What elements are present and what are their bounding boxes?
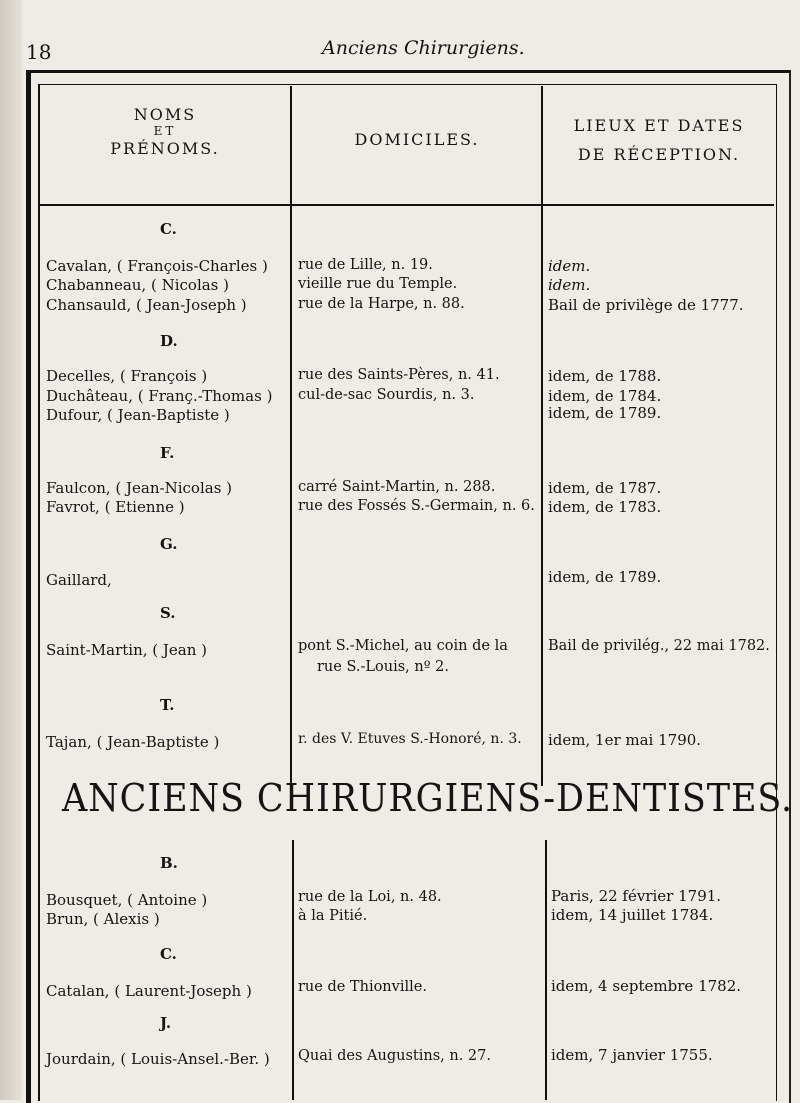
entry-date: idem, de 1789. xyxy=(548,404,662,422)
entry-name: Faulcon, ( Jean-Nicolas ) xyxy=(46,479,233,497)
column-divider-1 xyxy=(290,86,292,786)
entry-domicile-continued: rue S.-Louis, nº 2. xyxy=(317,659,449,675)
entry-domicile: vieille rue du Temple. xyxy=(298,276,458,292)
column-divider-1b xyxy=(292,840,294,1100)
entry-name: Tajan, ( Jean-Baptiste ) xyxy=(46,733,220,751)
entry-domicile: cul-de-sac Sourdis, n. 3. xyxy=(298,387,475,403)
entry-name: Dufour, ( Jean-Baptiste ) xyxy=(46,406,230,424)
group-letter-j: J. xyxy=(160,1014,172,1032)
group-letter-s: S. xyxy=(160,604,176,622)
group-letter-b: B. xyxy=(160,854,178,872)
header-names-line3: PRÉNOMS. xyxy=(110,138,220,158)
entry-domicile: carré Saint-Martin, n. 288. xyxy=(298,479,496,495)
running-head: Anciens Chirurgiens. xyxy=(322,37,525,59)
entry-date: idem, 4 septembre 1782. xyxy=(551,977,742,995)
entry-domicile: rue des Fossés S.-Germain, n. 6. xyxy=(298,498,535,514)
header-rule xyxy=(40,204,774,206)
column-divider-2 xyxy=(541,86,543,786)
entry-date: idem, 1er mai 1790. xyxy=(548,731,702,749)
entry-name: Chansauld, ( Jean-Joseph ) xyxy=(46,296,247,314)
table-frame-inner xyxy=(38,84,794,1101)
entry-domicile: à la Pitié. xyxy=(298,908,368,924)
column-divider-2b xyxy=(545,840,547,1100)
group-letter-c2: C. xyxy=(160,945,177,963)
header-names-line1: NOMS xyxy=(133,105,197,124)
entry-domicile: pont S.-Michel, au coin de la xyxy=(298,638,508,654)
entry-date: idem, 14 juillet 1784. xyxy=(551,906,714,924)
entry-domicile: rue de la Loi, n. 48. xyxy=(298,889,442,905)
entry-name: Bousquet, ( Antoine ) xyxy=(46,891,208,909)
page-edge-shadow xyxy=(0,0,22,1100)
entry-name: Jourdain, ( Louis-Ansel.-Ber. ) xyxy=(46,1050,270,1068)
entry-name: Brun, ( Alexis ) xyxy=(46,910,160,928)
header-domiciles: DOMICILES. xyxy=(354,130,480,149)
group-letter-c: C. xyxy=(160,220,177,238)
group-letter-g: G. xyxy=(160,535,178,553)
group-letter-f: F. xyxy=(160,444,175,462)
page-number: 18 xyxy=(26,40,52,64)
group-letter-d: D. xyxy=(160,332,178,350)
entry-date: Bail de privilège de 1777. xyxy=(548,296,744,314)
entry-domicile: rue des Saints-Pères, n. 41. xyxy=(298,367,500,383)
entry-domicile: rue de la Harpe, n. 88. xyxy=(298,296,465,312)
header-lieux-line1: LIEUX ET DATES xyxy=(573,116,745,135)
entry-name: Decelles, ( François ) xyxy=(46,367,208,385)
entry-date: idem. xyxy=(548,257,591,275)
entry-name: Chabanneau, ( Nicolas ) xyxy=(46,276,229,294)
header-names-line2: ET xyxy=(153,124,177,139)
entry-name: Duchâteau, ( Franç.-Thomas ) xyxy=(46,387,273,405)
entry-date: idem, de 1783. xyxy=(548,498,662,516)
section-title: ANCIENS CHIRURGIENS-DENTISTES. xyxy=(62,776,794,820)
entry-date: idem, de 1789. xyxy=(548,568,662,586)
entry-domicile: Quai des Augustins, n. 27. xyxy=(298,1048,491,1064)
header-lieux-line2: DE RÉCEPTION. xyxy=(577,144,741,164)
entry-domicile: rue de Lille, n. 19. xyxy=(298,257,433,273)
entry-date: idem, de 1788. xyxy=(548,367,662,385)
entry-domicile: rue de Thionville. xyxy=(298,979,427,995)
entry-domicile: r. des V. Etuves S.-Honoré, n. 3. xyxy=(298,731,522,747)
header-lieux xyxy=(543,112,775,170)
header-names xyxy=(40,105,290,158)
entry-date: Paris, 22 février 1791. xyxy=(551,887,722,905)
entry-date: Bail de privilég., 22 mai 1782. xyxy=(548,638,770,654)
group-letter-t: T. xyxy=(160,696,175,714)
entry-date: idem, 7 janvier 1755. xyxy=(551,1046,713,1064)
entry-name: Cavalan, ( François-Charles ) xyxy=(46,257,268,275)
entry-date: idem. xyxy=(548,276,591,294)
entry-name: Saint-Martin, ( Jean ) xyxy=(46,641,208,659)
entry-name: Catalan, ( Laurent-Joseph ) xyxy=(46,982,252,1000)
entry-date: idem, de 1784. xyxy=(548,387,662,405)
entry-name: Gaillard, xyxy=(46,571,112,589)
entry-date: idem, de 1787. xyxy=(548,479,662,497)
entry-name: Favrot, ( Etienne ) xyxy=(46,498,185,516)
